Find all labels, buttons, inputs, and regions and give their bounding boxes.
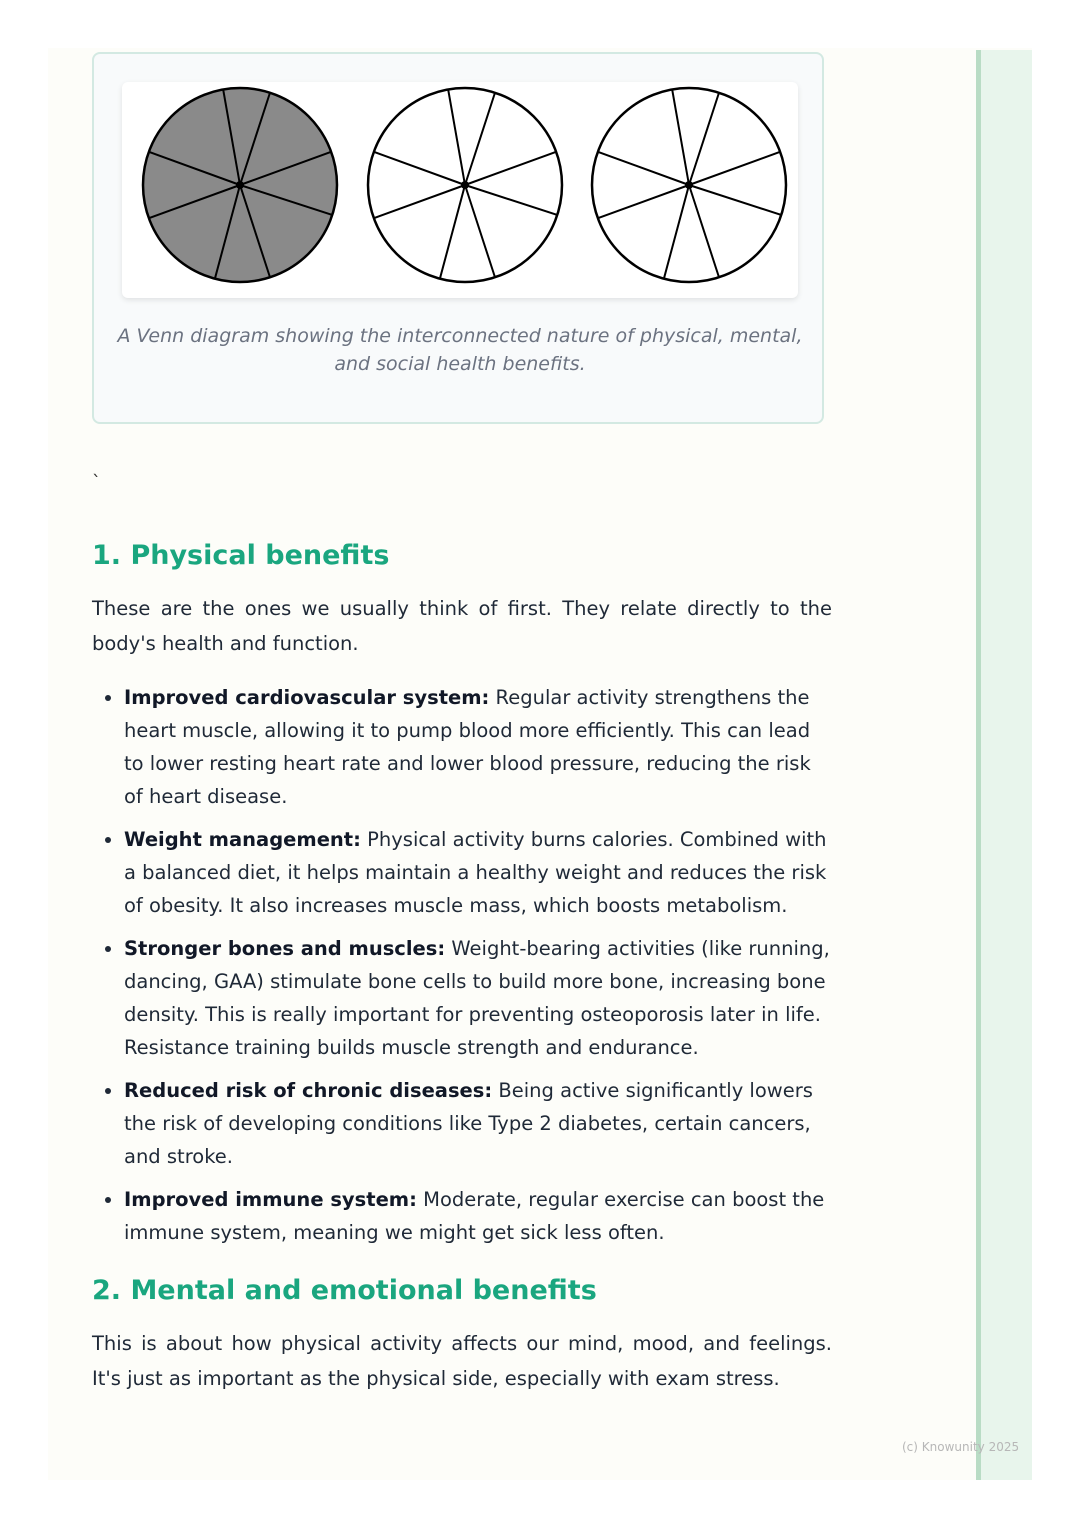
figure-image [122,82,798,298]
figure-box [92,52,824,424]
section-intro-mental: This is about how physical activity affects our mind, mood, and feelings. It's just as important as the physical side, especially with exam stress. [92,1332,832,1391]
section-intro-physical: These are the ones we usually think of first. They relate directly to the body's health and function. [92,597,832,656]
list-item [124,1183,832,1249]
list-item-term: Improved cardiovascular system: [124,686,490,710]
copyright-text: (c) Knowunity 2025 [902,1440,1020,1454]
list-item [124,932,832,1064]
list-item-text: Moderate, regular exercise can boost the immune system, meaning we might get sick less often. [124,1188,825,1245]
list-item-text: Regular activity strengthens the heart muscle, allowing it to pump blood more efficiently. This can lead to lower resting heart rate and lower blood pressure, reducing the risk of heart disease. [124,686,811,809]
list-item-text: Being active significantly lowers the risk of developing conditions like Type 2 diabetes, certain cancers, and stroke. [124,1079,813,1169]
stray-mark: ` [92,472,101,493]
list-item [124,681,832,813]
main-content [92,538,832,1416]
section-heading-mental: 2. Mental and emotional benefits [92,1275,597,1307]
list-item-term: Reduced risk of chronic diseases: [124,1079,493,1103]
list-item-term: Weight management: [124,828,361,852]
sidebar-border [976,50,981,1480]
circle-hub [236,181,244,189]
list-item-text: Weight-bearing activities (like running, dancing, GAA) stimulate bone cells to build more bone, increasing bone density. This is really important for preventing osteoporosis later in life. Resistance training builds muscle strength and endurance. [124,937,830,1060]
circle-hub [461,181,469,189]
list-item [124,1074,832,1173]
circle-hub [685,181,693,189]
sidebar-strip [976,50,1032,1480]
list-item-text: Physical activity burns calories. Combined with a balanced diet, it helps maintain a healthy weight and reduces the risk of obesity. It also increases muscle mass, which boosts metabolism. [124,828,827,918]
list-item-term: Improved immune system: [124,1188,417,1212]
benefit-list [92,681,832,1249]
spoked-circles-illustration [122,82,798,298]
section-heading-physical: 1. Physical benefits [92,540,390,571]
list-item [124,823,832,922]
figure-caption: A Venn diagram showing the interconnected nature of physical, mental, and social health benefits. [117,325,803,375]
list-item-term: Stronger bones and muscles: [124,937,446,961]
